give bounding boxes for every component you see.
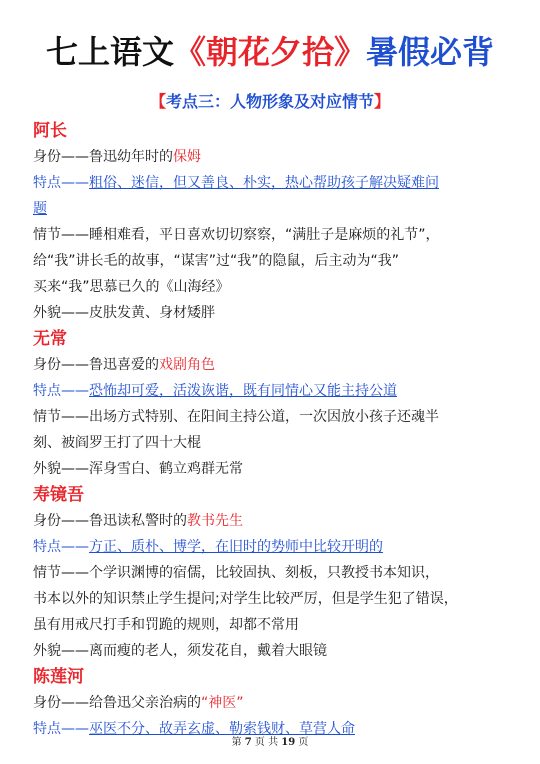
section-subtitle xyxy=(0,92,540,112)
footer-post: 页 xyxy=(298,737,309,748)
identity-highlight: “神医” xyxy=(201,695,244,711)
character-name: 无常 xyxy=(33,329,67,349)
traits-text-continued: 题 xyxy=(33,201,47,217)
traits-line xyxy=(33,534,513,560)
plot-line: 买来“我”思慕已久的《山海经》 xyxy=(33,279,230,295)
identity-prefix: 身份——给鲁迅父亲治病的 xyxy=(33,695,201,711)
character-name: 寿镜吾 xyxy=(33,485,84,505)
identity-highlight: 戏剧角色 xyxy=(159,357,215,373)
plot-line: 情节——个学识渊博的宿儒，比较固执、刻板，只教授书本知识， xyxy=(33,565,439,581)
footer-total-pages: 19 xyxy=(281,737,296,748)
footer-page-number: 7 xyxy=(244,737,252,748)
identity-prefix: 身份——鲁迅读私警时的 xyxy=(33,513,187,529)
identity-prefix: 身份——鲁迅喜爱的 xyxy=(33,357,159,373)
title-part-1: 七上语文 xyxy=(45,33,174,71)
traits-line xyxy=(33,170,513,196)
plot-line: 刻、被阎罗王打了四十大棍 xyxy=(33,435,201,451)
traits-text: 粗俗、迷信，但又善良、朴实，热心帮助孩子解决疑难问 xyxy=(89,175,439,191)
plot-line: 情节——睡相难看，平日喜欢切切察察，“满肚子是麻烦的礼节”， xyxy=(33,227,440,243)
identity-line xyxy=(33,508,513,534)
page-title xyxy=(0,30,540,74)
footer-pre: 第 xyxy=(231,737,242,748)
plot-line: 书本以外的知识禁止学生提问;对学生比较严厉，但是学生犯了错误， xyxy=(33,591,458,607)
footer-mid: 页 共 xyxy=(254,737,279,748)
plot-line: 给“我”讲长毛的故事，“谋害”过“我”的隐鼠，后主动为“我” xyxy=(33,253,400,269)
appearance-line: 外貌——皮肤发黄、身材矮胖 xyxy=(33,305,215,321)
traits-text: 巫医不分、故弄玄虚、勒索钱财、草营人命 xyxy=(89,721,355,737)
traits-text: 方正、质朴、博学，在旧时的势师中比较开明的 xyxy=(89,539,383,555)
traits-prefix: 特点—— xyxy=(33,383,89,399)
traits-prefix: 特点—— xyxy=(33,721,89,737)
character-name: 阿长 xyxy=(33,121,67,141)
traits-text: 恐怖却可爱，活泼诙谐，既有同情心又能主持公道 xyxy=(89,383,397,399)
subtitle-open-bracket: 【 xyxy=(149,92,166,111)
identity-highlight: 保姆 xyxy=(173,149,201,165)
identity-highlight: 教书先生 xyxy=(187,513,243,529)
subtitle-text: 考点三：人物形象及对应情节 xyxy=(165,92,374,111)
subtitle-close-bracket: 】 xyxy=(374,92,391,111)
identity-line xyxy=(33,144,513,170)
appearance-line: 外貌——离而瘦的老人，须发花自，戴着大眼镜 xyxy=(33,643,327,659)
appearance-line: 外貌——浑身雪白、鹤立鸡群无常 xyxy=(33,461,243,477)
plot-line: 虽有用戒尺打手和罚跪的规则，却都不常用 xyxy=(33,617,299,633)
traits-line-continued xyxy=(33,196,513,222)
title-part-2: 《朝花夕拾》 xyxy=(173,33,366,71)
identity-line xyxy=(33,352,513,378)
plot-line: 情节——出场方式特别、在阳间主持公道，一次因放小孩子还魂半 xyxy=(33,409,439,425)
identity-prefix: 身份——鲁迅幼年时的 xyxy=(33,149,173,165)
character-list xyxy=(33,118,513,742)
character-name: 陈莲河 xyxy=(33,667,84,687)
identity-line xyxy=(33,690,513,716)
traits-prefix: 特点—— xyxy=(33,539,89,555)
page-footer xyxy=(0,733,540,748)
traits-line xyxy=(33,378,513,404)
title-part-3: 暑假必背 xyxy=(366,33,495,71)
traits-prefix: 特点—— xyxy=(33,175,89,191)
